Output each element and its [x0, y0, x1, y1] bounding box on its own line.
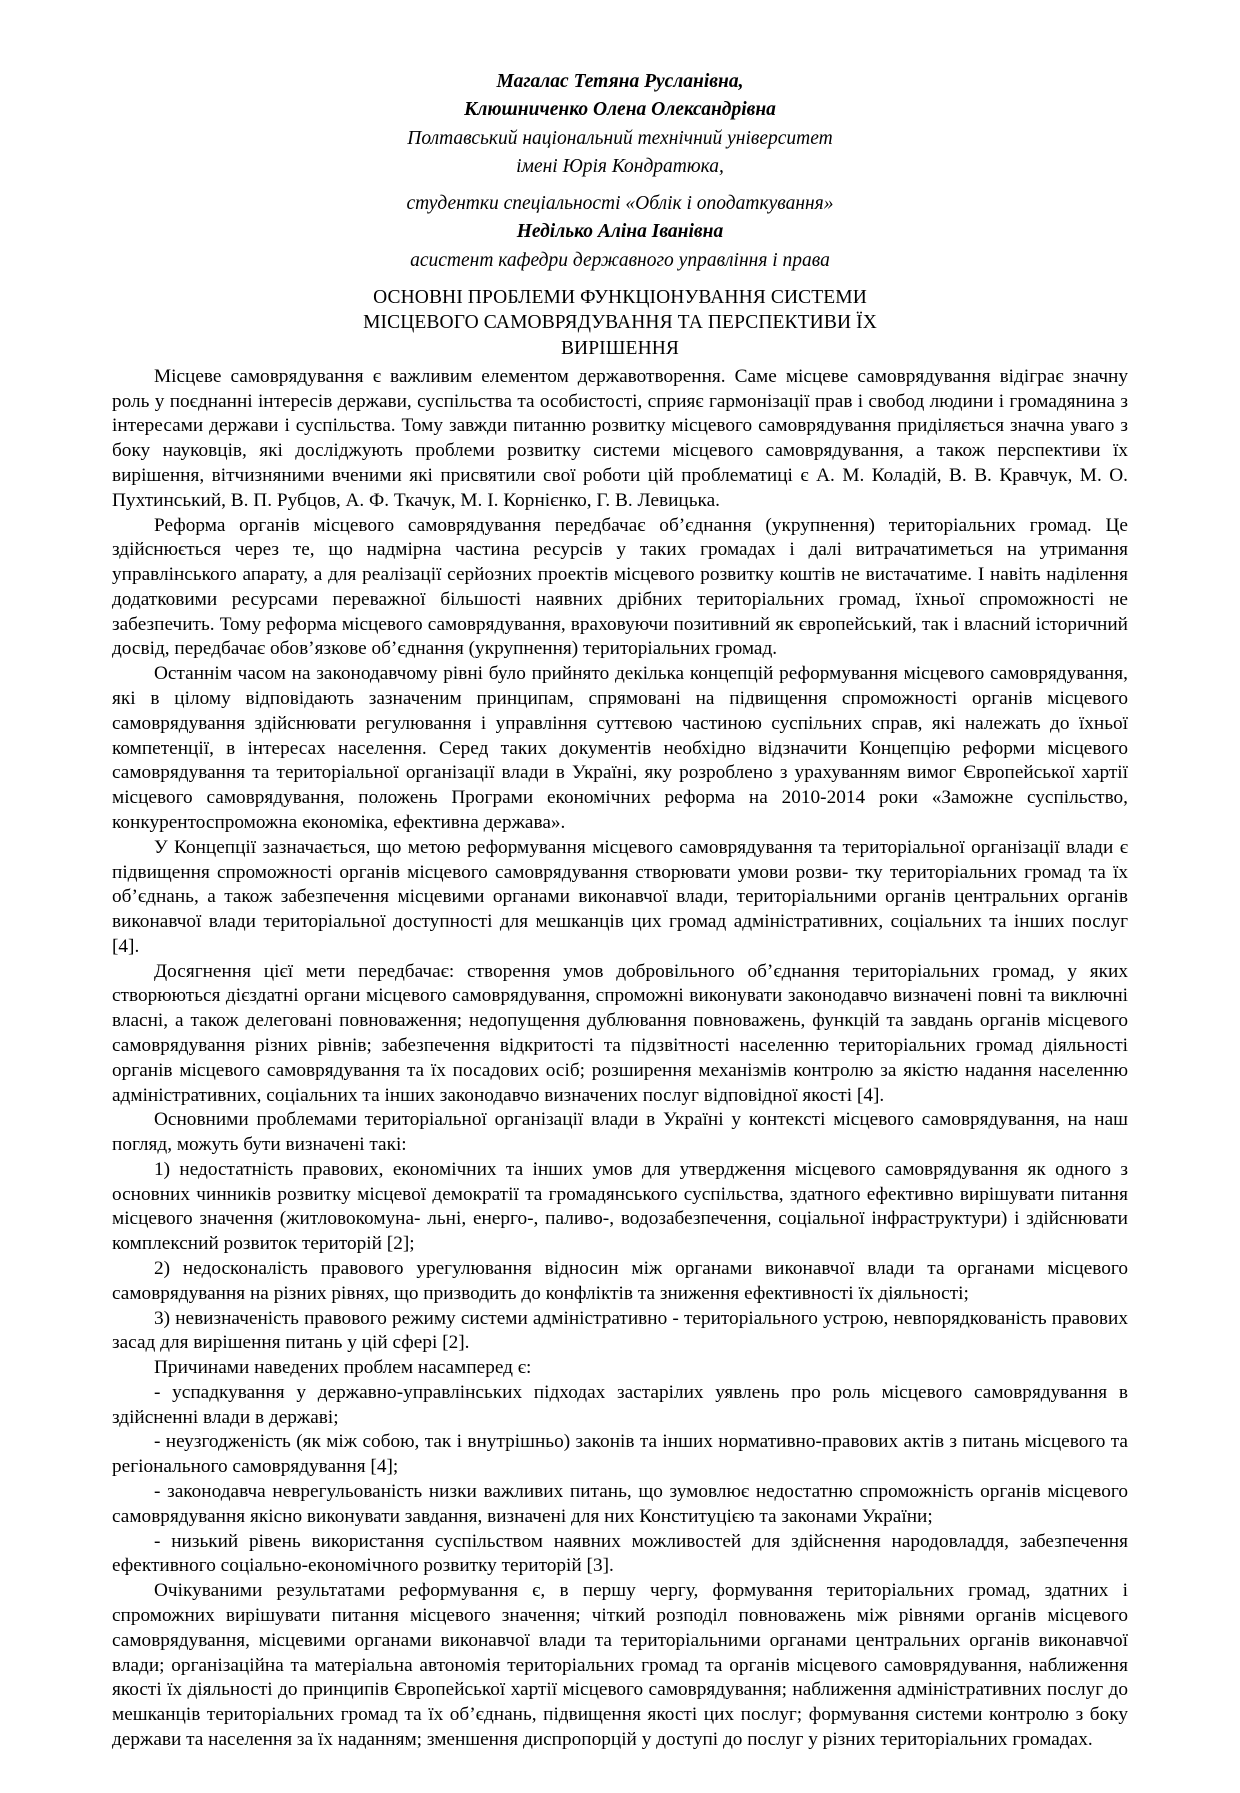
cause-item-4: - низький рівень використання суспільством наявних можливостей для здійснення народовладдя, забезпечення ефективного соціально-економічного розвитку територій [3].	[112, 1530, 1128, 1577]
author-name-1: Магалас Тетяна Русланівна,	[496, 71, 744, 92]
list-item-1: 1) недостатність правових, економічних та інших умов для утвердження місцевого самоврядування як одного з основних чинників розвитку місцевої демократії та громадянського суспільства, здатного ефективно вирішувати питання місцевого значення (житловокомуна- льні, енерго-, паливо-, водозабезпечення, соціальної інфраструктури) і здійснювати комплексний розвиток територій [2];	[112, 1158, 1128, 1255]
document-header	[112, 68, 1128, 275]
paragraph-5: Досягнення цієї мети передбачає: створення умов добровільного об’єднання територіальних громад, у яких створюються дієздатні органи місцевого самоврядування, спроможні виконувати законодавчо визначені повні та виключні власні, а також делеговані повноваження; недопущення дублювання повноважень, функцій та завдань органів місцевого самоврядування різних рівнів; забезпечення відкритості та підзвітності населенню територіальних громад діяльності органів місцевого самоврядування та їх посадових осіб; розширення механізмів контролю за якістю надання населенню адміністративних, соціальних та інших законодавчо визначених послуг відповідної якості [4].	[112, 960, 1128, 1106]
list-item-2: 2) недосконалість правового урегулювання відносин між органами виконавчої влади та органами місцевого самоврядування на різних рівнях, що призводить до конфліктів та зниження ефективності їх діяльності;	[112, 1258, 1128, 1304]
paragraph-2: Реформа органів місцевого самоврядування передбачає об’єднання (укрупнення) територіальних громад. Це здійснюється через те, що надмірна частина ресурсів у таких громадах і далі витрачатиметься на утримання управлінського апарату, а для реалізації серйозних проектів місцевого розвитку коштів не вистачатиме. І навіть наділення додатковими ресурсами переважної більшості наявних дрібних територіальних громад, їхньої спроможності не забезпечить. Тому реформа місцевого самоврядування, враховуючи позитивний як європейський, так і власний історичний досвід, передбачає обов’язкове об’єднання (укрупнення) територіальних громад.	[112, 514, 1128, 660]
author-status-line: студентки спеціальності «Облік і оподаткування»	[406, 193, 834, 215]
page-title	[112, 285, 1128, 361]
advisor-name: Неділько Аліна Іванівна	[516, 221, 724, 243]
paragraph-3: Останнім часом на законодавчому рівні було прийнято декілька концепцій реформування місцевого самоврядування, які в цілому відповідають зазначеним принципам, спрямовані на підвищення спроможності органів місцевого самоврядування здійснювати регулювання і управління суттєвою частиною суспільних справ, які належать до їхньої компетенції, в інтересах населення. Серед таких документів необхідно відзначити Концепцію реформи місцевого самоврядування та територіальної організації влади в Україні, яку розроблено з урахуванням вимог Європейської хартії місцевого самоврядування, положень Програми економічних реформа на 2010-2014 роки «Заможне суспільство, конкурентоспроможна економіка, ефективна держава».	[112, 663, 1128, 833]
cause-item-3: - законодавча неврегульованість низки важливих питань, що зумовлює недостатню спроможність органів місцевого самоврядування якісно виконувати завдання, визначені для них Конституцією та законами України;	[112, 1481, 1128, 1527]
paragraph-causes-intro: Причинами наведених проблем насамперед є:	[154, 1357, 532, 1379]
paragraph-6: Основними проблемами територіальної організації влади в Україні у контексті місцевого самоврядування, на наш погляд, можуть бути визначені такі:	[112, 1109, 1128, 1156]
title-line-1: ОСНОВНІ ПРОБЛЕМИ ФУНКЦІОНУВАННЯ СИСТЕМИ	[373, 286, 867, 308]
paragraph-4: У Концепції зазначається, що метою реформування місцевого самоврядування та територіальної організації влади є підвищення спроможності органів місцевого самоврядування створювати умови розви- тку територіальних громад та їх об’єднань, а також забезпечення місцевими органами виконавчої влади, територіальними органів центральних органів виконавчої влади територіальної доступності для мешканців цих громад адміністративних, соціальних та інших послуг [4].	[112, 836, 1128, 957]
advisor-position: асистент кафедри державного управління і права	[410, 249, 830, 271]
paragraph-conclusion: Очікуваними результатами реформування є, в першу чергу, формування територіальних громад, здатних і спроможних вирішувати питання місцевого значення; чіткий розподіл повноважень між рівнями органів місцевого самоврядування, місцевими органами виконавчої влади та територіальними органами центральних органів виконавчої влади; організаційна та матеріальна автономія територіальних громад та органів місцевого самоврядування, наближення якості їх діяльності до принципів Європейської хартії місцевого самоврядування; наближення адміністративних послуг до мешканців територіальних громад та їх об’єднань, підвищення якості цих послуг; формування системи контролю з боку держави та населення за їх наданням; зменшення диспропорцій у доступі до послуг у різних територіальних громадах.	[112, 1580, 1128, 1750]
affiliation-line-2: імені Юрія Кондратюка,	[516, 155, 724, 177]
author-name-2: Клюшниченко Олена Олександрівна	[464, 99, 776, 121]
paragraph-1: Місцеве самоврядування є важливим елементом державотворення. Саме місцеве самоврядування відіграє значну роль у поєднанні інтересів держави, суспільства та особистості, сприяє гармонізації прав і свобод людини і громадянина з інтересами держави і суспільства. Тому завжди питанню розвитку місцевого самоврядування приділяється значна уваго з боку науковців, які досліджують проблеми розвитку системи місцевого самоврядування, а також перспективи їх вирішення, вітчизняними вченими які присвятили свої роботи цій проблематиці є А. М. Коладій, В. В. Кравчук, М. О. Пухтинський, В. П. Рубцов, А. Ф. Ткачук, М. І. Корнієнко, Г. В. Левицька.	[112, 365, 1128, 511]
header-spacer	[112, 181, 1128, 190]
cause-item-2: - неузгодженість (як між собою, так і внутрішньо) законів та інших нормативно-правових актів з питань місцевого та регіонального самоврядування [4];	[112, 1431, 1128, 1478]
affiliation-line-1: Полтавський національний технічний університет	[407, 127, 833, 149]
list-item-3: 3) невизначеність правового режиму системи адміністративно - територіального устрою, невпорядкованість правових засад для вирішення питань у цій сфері [2].	[112, 1307, 1128, 1354]
title-line-2: МІСЦЕВОГО САМОВРЯДУВАННЯ ТА ПЕРСПЕКТИВИ ЇХ	[363, 312, 877, 334]
title-line-3: ВИРІШЕННЯ	[560, 337, 680, 359]
cause-item-1: - успадкування у державно-управлінських підходах застарілих уявлень про роль місцевого самоврядування в здійсненні влади в державі;	[112, 1381, 1128, 1428]
